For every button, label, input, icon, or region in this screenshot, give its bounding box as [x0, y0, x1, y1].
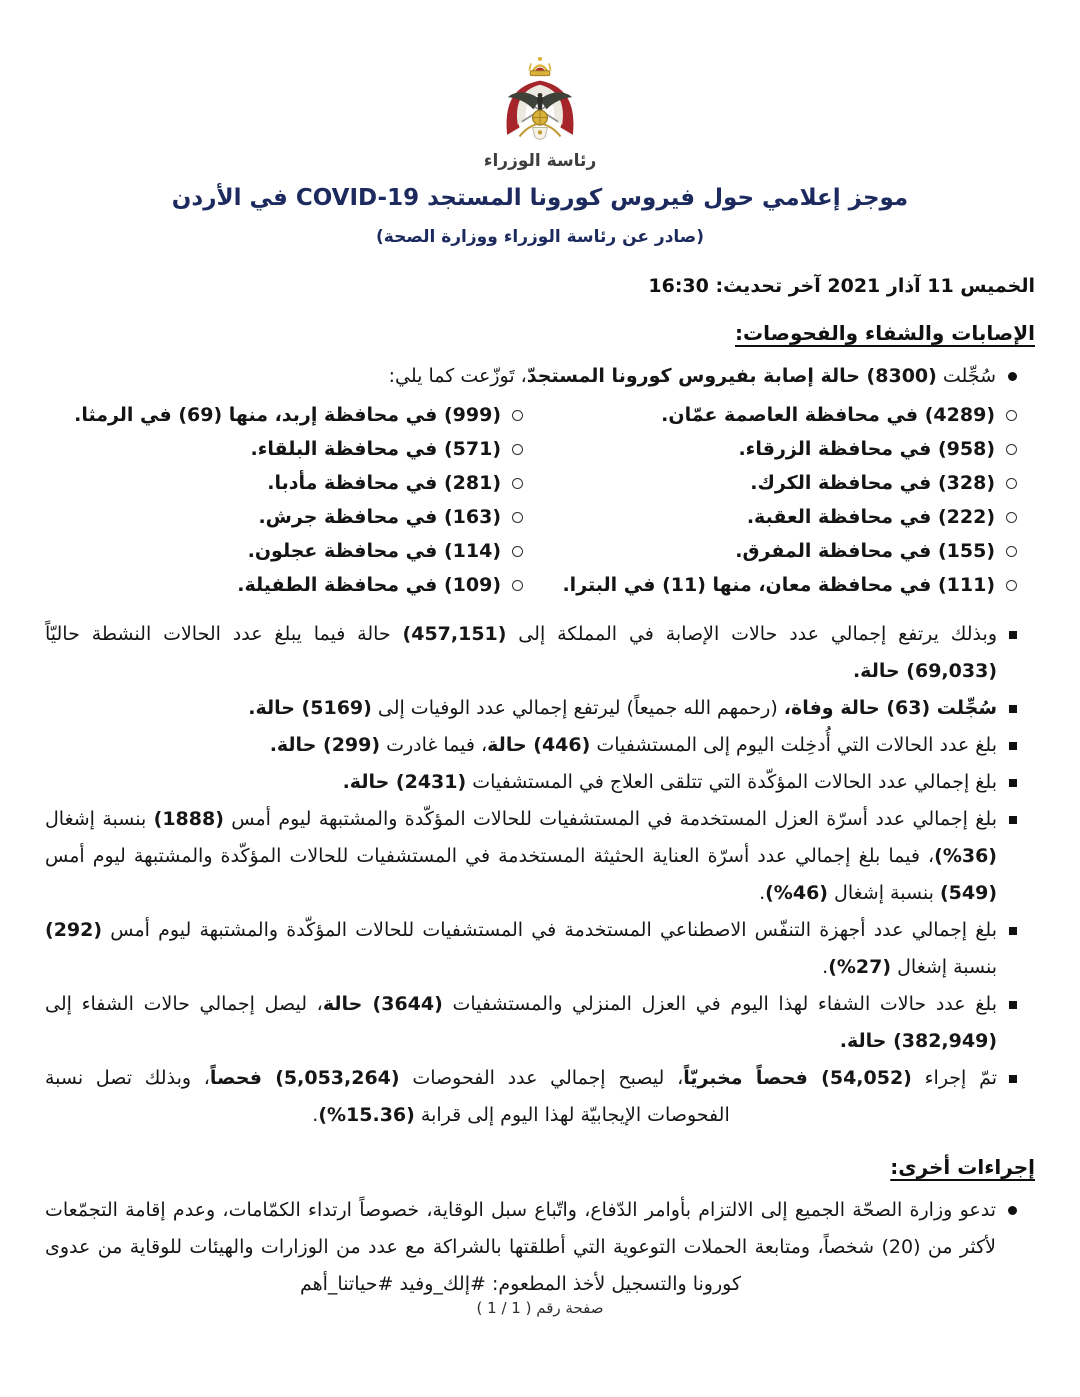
stat-text: وبذلك يرتفع إجمالي عدد حالات الإصابة في المملكة إلى (457,151) حالة فيما يبلغ عدد الحالات النشطة حاليّاً (69,033) حالة. [45, 623, 997, 682]
page-number: صفحة رقم ( 1 / 1 ) [476, 1299, 604, 1317]
statistics-list [45, 616, 1035, 1134]
square-bullet-icon [1009, 816, 1017, 824]
governorate-text: (281) في محافظة مأدبا. [267, 472, 501, 494]
circle-bullet-icon [1006, 546, 1017, 557]
page-title: موجز إعلامي حول فيروس كورونا المستجد COVID-19 في الأردن [171, 185, 909, 211]
stat-text: بلغ عدد حالات الشفاء لهذا اليوم في العزل المنزلي والمستشفيات (3644) حالة، ليصل إجمالي حالات الشفاء إلى (382,949) حالة. [45, 993, 997, 1052]
governorate-text: (999) في محافظة إربد، منها (69) في الرمثا. [74, 404, 501, 426]
stat-text: بلغ إجمالي عدد الحالات المؤكّدة التي تتلقى العلاج في المستشفيات (2431) حالة. [342, 771, 997, 793]
square-bullet-icon [1009, 779, 1017, 787]
square-bullet-icon [1009, 1075, 1017, 1083]
governorate-text: (155) في محافظة المفرق. [735, 540, 995, 562]
governorates-list [45, 398, 1017, 602]
circle-bullet-icon [512, 512, 523, 523]
governorate-item [45, 500, 523, 534]
circle-bullet-icon [1006, 410, 1017, 421]
governorate-text: (109) في محافظة الطفيلة. [237, 574, 501, 596]
disc-bullet-icon [1008, 372, 1017, 381]
governorate-text: (958) في محافظة الزرقاء. [738, 438, 995, 460]
stat-item-recoveries [45, 986, 1017, 1060]
governorate-text: (114) في محافظة عجلون. [247, 540, 501, 562]
stat-item-deaths [45, 690, 1017, 727]
disc-bullet-icon [1008, 1206, 1017, 1215]
page-subtitle: (صادر عن رئاسة الوزراء ووزارة الصحة) [376, 227, 704, 247]
governorate-item [539, 466, 1017, 500]
governorate-item [45, 432, 523, 466]
stat-text: بلغ إجمالي عدد أسرّة العزل المستخدمة في المستشفيات للحالات المؤكّدة والمشتبهة ليوم أمس (1888) بنسبة إشغال (%36)، فيما بلغ إجمالي عدد أسرّة العناية الحثيثة المستخدمة في المستشفيات للحالات المؤكّدة والمشتبهة ليوم أمس (549) بنسبة إشغال (%46). [45, 808, 997, 904]
stat-item-hospital-admissions [45, 727, 1017, 764]
square-bullet-icon [1009, 1001, 1017, 1009]
governorates-column-left [45, 398, 523, 602]
date-line: الخميس 11 آذار 2021 آخر تحديث: 16:30 [648, 275, 1035, 297]
square-bullet-icon [1009, 705, 1017, 713]
governorate-item [45, 398, 523, 432]
cases-intro-text: سُجِّلت (8300) حالة إصابة بفيروس كورونا المستجدّ، تَوزّعت كما يلي: [388, 365, 996, 387]
circle-bullet-icon [1006, 580, 1017, 591]
stat-item-tests [45, 1060, 1017, 1134]
stat-item-isolation-beds [45, 801, 1017, 912]
governorate-item [539, 534, 1017, 568]
governorate-item [45, 568, 523, 602]
cases-intro-bullet [45, 358, 1017, 395]
circle-bullet-icon [512, 444, 523, 455]
other-measures-bullet [45, 1192, 1017, 1303]
square-bullet-icon [1009, 742, 1017, 750]
circle-bullet-icon [512, 478, 523, 489]
governorate-item [45, 466, 523, 500]
square-bullet-icon [1009, 631, 1017, 639]
circle-bullet-icon [512, 580, 523, 591]
other-measures-text: تدعو وزارة الصحّة الجميع إلى الالتزام بأوامر الدّفاع، واتّباع سبل الوقاية، خصوصاً ارتداء الكمّامات، وعدم إقامة التجمّعات لأكثر من (20) شخصاً، ومتابعة الحملات التوعوية التي أطلقتها بالشراكة مع عدد من الوزارات والهيئات للوقاية من عدوى كورونا والتسجيل لأخذ المطعوم: #إلك_وفيد #حياتنا_أهم [45, 1199, 997, 1295]
circle-bullet-icon [512, 546, 523, 557]
stat-text: تمّ إجراء (54,052) فحصاً مخبريّاً، ليصبح إجمالي عدد الفحوصات (5,053,264) فحصاً، وبذلك تصل نسبة الفحوصات الإيجابيّة لهذا اليوم إلى قرابة (%15.36). [45, 1067, 998, 1126]
circle-bullet-icon [1006, 444, 1017, 455]
stat-item-total-cases [45, 616, 1017, 690]
governorate-text: (4289) في محافظة العاصمة عمّان. [661, 404, 995, 426]
governorates-column-right [539, 398, 1017, 602]
governorate-text: (111) في محافظة معان، منها (11) في البترا. [562, 574, 995, 596]
section-heading-cases [45, 318, 1035, 348]
stat-item-ventilators [45, 912, 1017, 986]
circle-bullet-icon [512, 410, 523, 421]
section-heading-other [45, 1152, 1035, 1182]
stat-item-hospitalized-confirmed [45, 764, 1017, 801]
governorate-item [45, 534, 523, 568]
circle-bullet-icon [1006, 478, 1017, 489]
governorate-item [539, 500, 1017, 534]
square-bullet-icon [1009, 927, 1017, 935]
governorate-text: (163) في محافظة جرش. [258, 506, 501, 528]
governorate-item [539, 432, 1017, 466]
royal-crest-icon [478, 56, 602, 148]
stat-text: بلغ عدد الحالات التي أُدخِلت اليوم إلى المستشفيات (446) حالة، فيما غادرت (299) حالة. [269, 734, 997, 756]
governorate-item [539, 398, 1017, 432]
governorate-item [539, 568, 1017, 602]
governorate-text: (328) في محافظة الكرك. [750, 472, 995, 494]
stat-text: بلغ إجمالي عدد أجهزة التنفّس الاصطناعي المستخدمة في المستشفيات للحالات المؤكّدة والمشتبهة ليوم أمس (292) بنسبة إشغال (%27). [45, 919, 997, 978]
governorate-text: (222) في محافظة العقبة. [746, 506, 995, 528]
emblem-caption: رئاسة الوزراء [483, 151, 597, 171]
section-heading-other-text: إجراءات أخرى: [890, 1155, 1035, 1179]
circle-bullet-icon [1006, 512, 1017, 523]
section-heading-cases-text: الإصابات والشفاء والفحوصات: [735, 321, 1035, 345]
governorate-text: (571) في محافظة البلقاء. [250, 438, 501, 460]
royal-crest-logo [45, 56, 1035, 148]
stat-text: سُجِّلت (63) حالة وفاة، (رحمهم الله جميعاً) ليرتفع إجمالي عدد الوفيات إلى (5169) حالة. [248, 697, 997, 719]
